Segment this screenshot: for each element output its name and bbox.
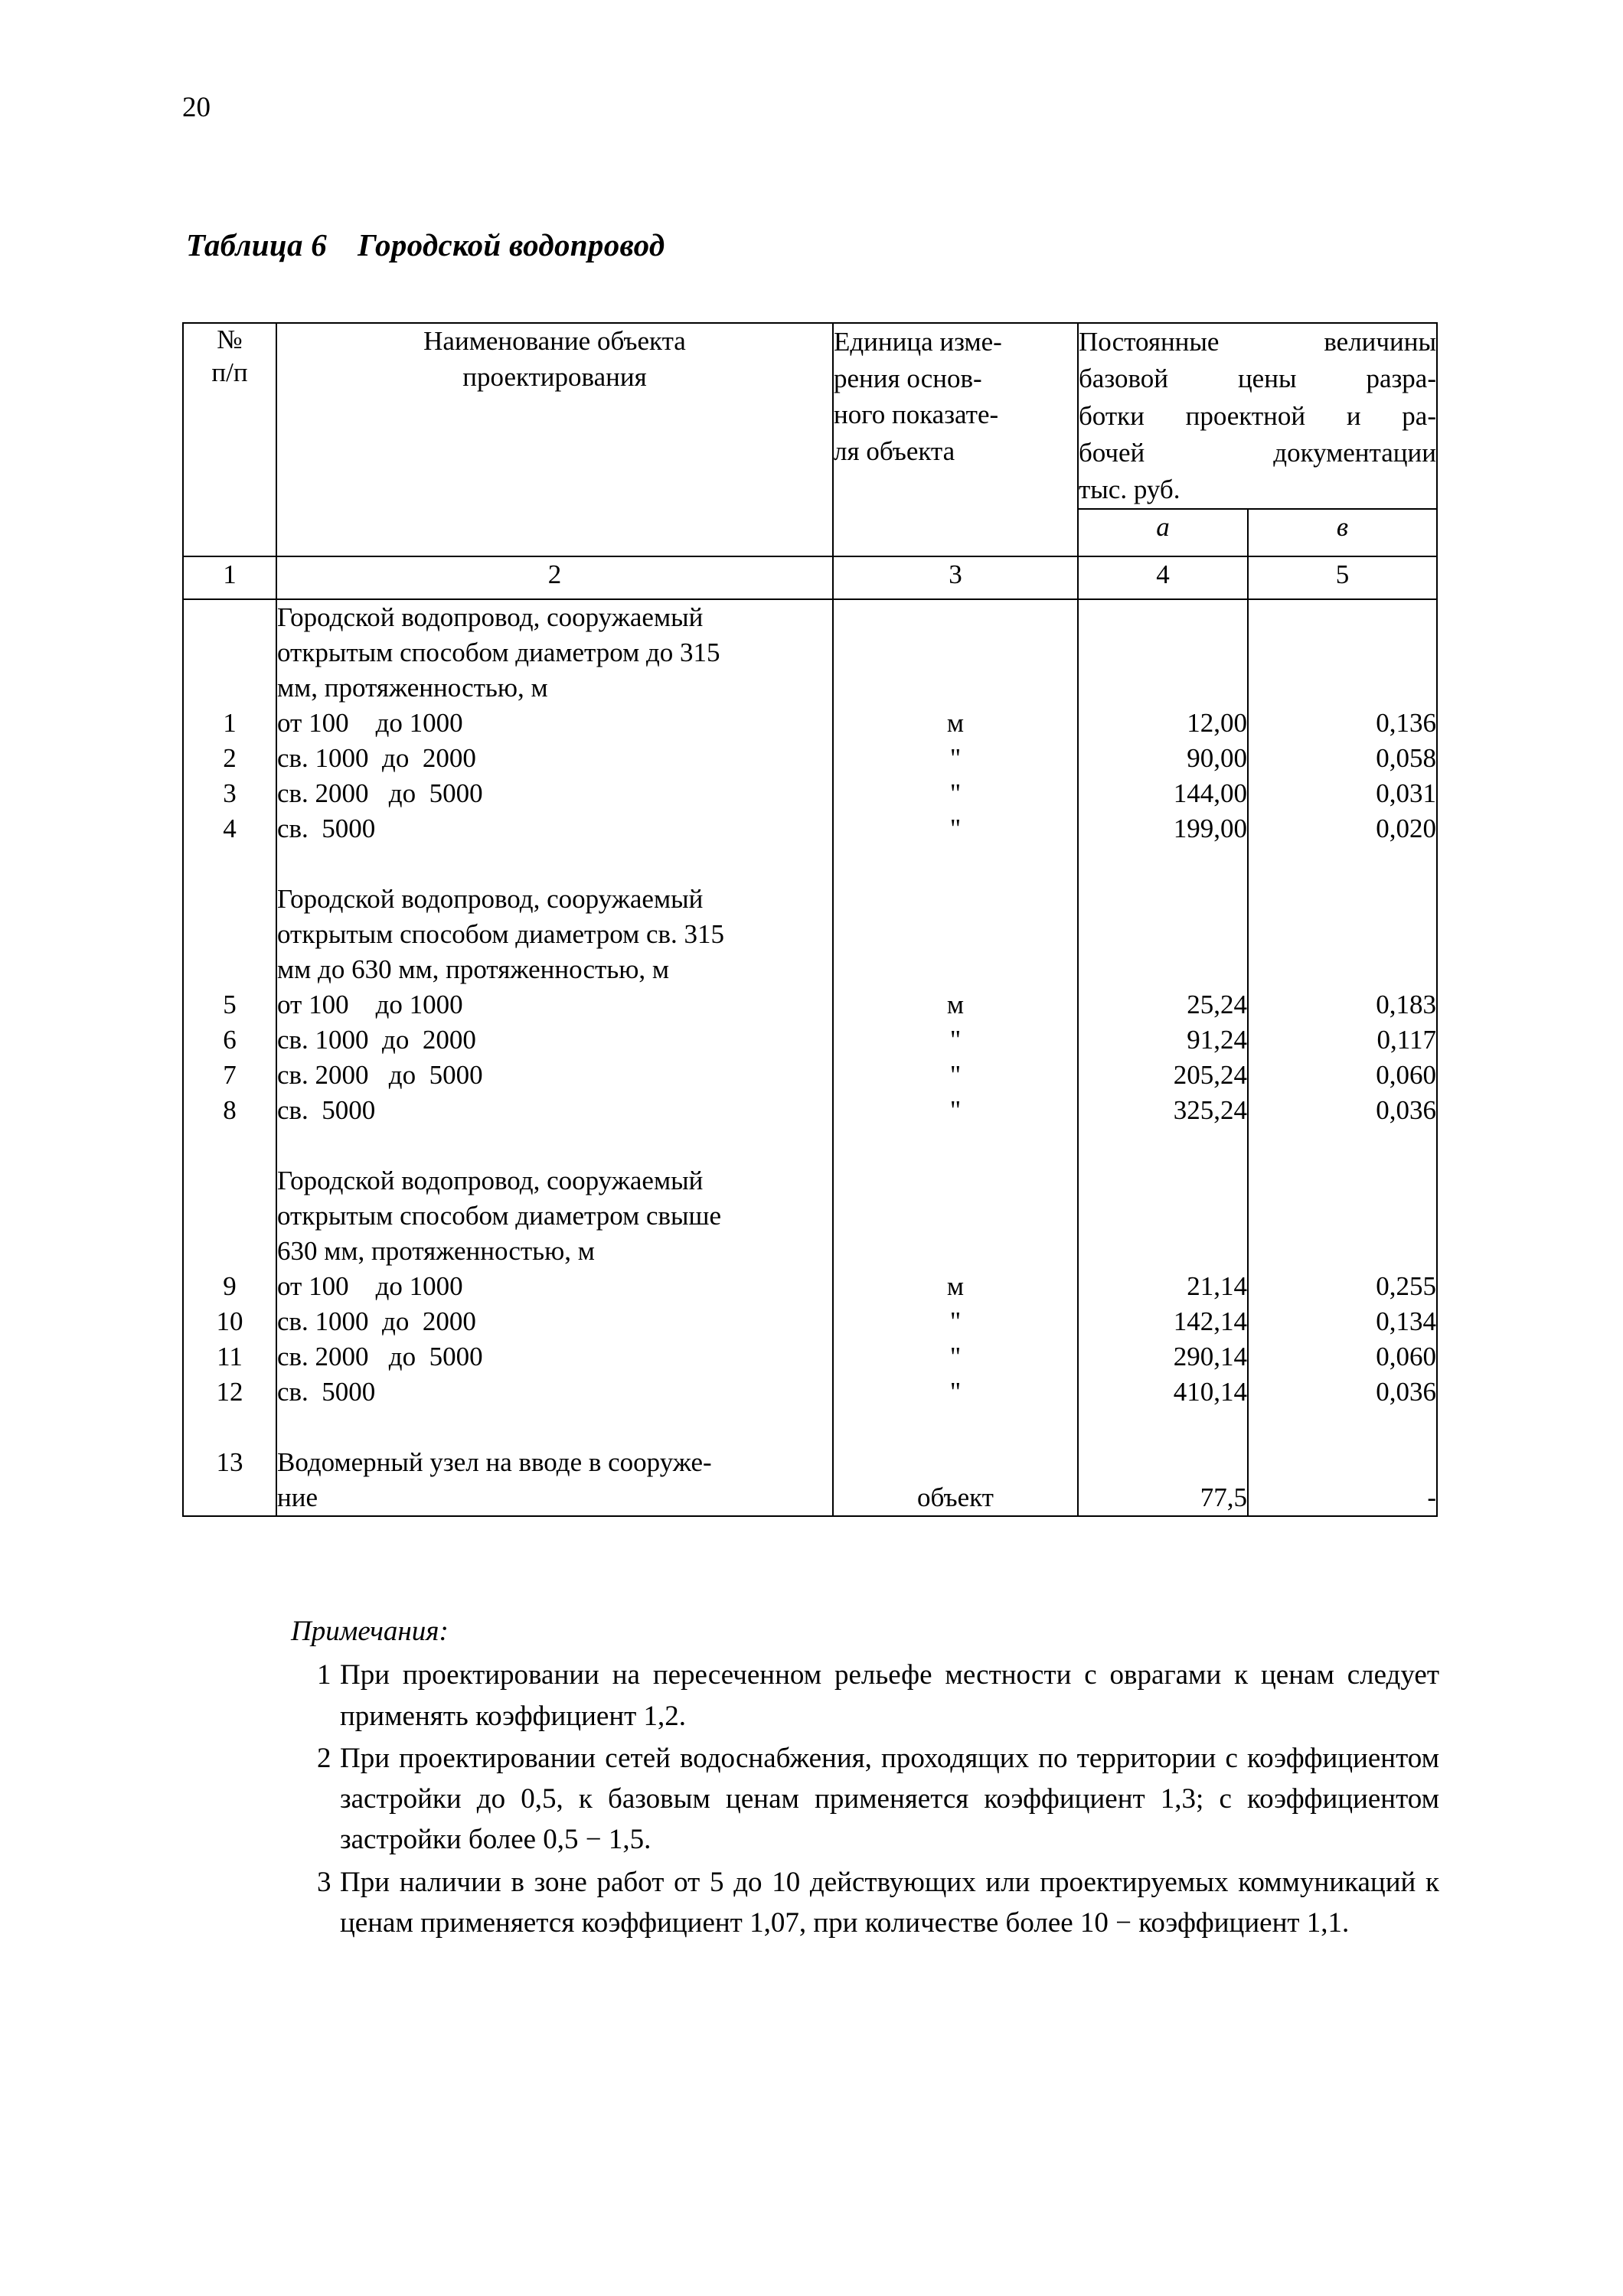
table-cell-unit <box>834 635 1077 670</box>
header-unit-line4: ля объекта <box>834 435 955 466</box>
header-number-line1: № <box>217 325 243 354</box>
body-value-v-column <box>1248 599 1437 1516</box>
table-cell-value-a: 144,00 <box>1173 778 1247 809</box>
table-cell-unit: " <box>949 1060 962 1091</box>
body-name-column <box>276 599 833 1516</box>
table-cell-value-a <box>1079 1128 1247 1163</box>
header-name-line2: проектирования <box>462 361 647 392</box>
price-table <box>182 322 1438 1517</box>
table-cell-value-v: 0,036 <box>1376 1377 1436 1407</box>
table-cell-name: от 100 до 1000 <box>277 708 463 739</box>
table-cell-name: св. 1000 до 2000 <box>277 1025 476 1055</box>
table-header-row <box>183 323 1437 509</box>
header-unit-line3: ного показате- <box>834 400 999 430</box>
table-cell-number: 4 <box>223 814 237 844</box>
table-cell-unit: объект <box>917 1482 994 1513</box>
table-cell-number <box>184 952 276 987</box>
table-cell-number: 1 <box>223 708 237 739</box>
column-number-row <box>183 556 1437 599</box>
table-cell-value-a: 410,14 <box>1173 1377 1247 1407</box>
column-number-2: 2 <box>276 556 833 599</box>
table-cell-value-a: 21,14 <box>1187 1271 1247 1302</box>
table-cell-value-a <box>1079 1163 1247 1199</box>
table-cell-unit: " <box>949 778 962 809</box>
table-cell-value-v <box>1249 670 1436 706</box>
table-cell-name: св. 2000 до 5000 <box>277 1060 483 1091</box>
table-cell-number <box>184 635 276 670</box>
table-cell-name: св. 5000 <box>277 814 376 844</box>
header-const-line3: ботки проектной и ра- <box>1079 400 1436 431</box>
table-cell-unit <box>834 846 1077 882</box>
note-item <box>291 1738 1439 1861</box>
table-cell-number: 13 <box>216 1447 243 1478</box>
table-cell-value-a: 205,24 <box>1173 1060 1247 1091</box>
table-caption-label: Таблица 6 <box>186 227 328 263</box>
notes-list <box>291 1655 1439 1943</box>
table-cell-name: св. 2000 до 5000 <box>277 778 483 809</box>
table-cell-value-a: 25,24 <box>1187 990 1247 1020</box>
table-cell-number: 12 <box>216 1377 243 1407</box>
table-cell-value-v <box>1249 1128 1436 1163</box>
table-cell-value-a: 325,24 <box>1173 1095 1247 1126</box>
table-cell-number <box>184 1163 276 1199</box>
table-cell-unit: " <box>949 1025 962 1055</box>
table-cell-value-a: 290,14 <box>1173 1342 1247 1372</box>
table-cell-number: 10 <box>216 1306 243 1337</box>
table-caption-title: Городской водопровод <box>358 227 665 263</box>
table-cell-value-v: 0,255 <box>1376 1271 1436 1302</box>
body-unit-lines <box>834 600 1077 1515</box>
table-cell-value-a: 142,14 <box>1173 1306 1247 1337</box>
table-cell-value-v <box>1249 846 1436 882</box>
table-cell-value-v <box>1249 1199 1436 1234</box>
table-cell-value-a <box>1079 600 1247 635</box>
note-text: При наличии в зоне работ от 5 до 10 действующих или проектируемых коммуникаций к ценам применяется коэффициент 1,07, при количестве более 10 − коэффициент 1,1. <box>340 1866 1439 1939</box>
page-number: 20 <box>182 92 211 123</box>
header-cell-object-name <box>276 323 833 556</box>
table-cell-value-a <box>1079 635 1247 670</box>
table-cell-number <box>184 882 276 917</box>
table-cell-value-v: 0,183 <box>1376 990 1436 1020</box>
table-cell-unit <box>834 1199 1077 1234</box>
body-value-a-lines <box>1079 600 1247 1515</box>
header-cell-unit <box>833 323 1078 556</box>
table-cell-unit: " <box>949 1377 962 1407</box>
table-cell-unit <box>834 952 1077 987</box>
table-cell-name <box>277 1128 832 1163</box>
header-unit-line2: рения основ- <box>834 363 982 393</box>
table-cell-name: открытым способом диаметром св. 315 <box>277 919 725 950</box>
table-cell-number <box>184 846 276 882</box>
column-number-5: 5 <box>1248 556 1437 599</box>
body-value-a-column <box>1078 599 1248 1516</box>
table-cell-unit <box>834 1234 1077 1269</box>
table-cell-value-v: 0,036 <box>1376 1095 1436 1126</box>
header-cell-constants <box>1078 323 1437 509</box>
note-item <box>291 1862 1439 1944</box>
table-cell-name: Водомерный узел на вводе в сооруже- <box>277 1447 712 1478</box>
table-cell-name: 630 мм, протяженностью, м <box>277 1236 595 1267</box>
table-cell-value-a: 90,00 <box>1187 743 1247 774</box>
table-cell-number: 7 <box>223 1060 237 1091</box>
table-cell-name: св. 5000 <box>277 1377 376 1407</box>
table-cell-value-v: 0,020 <box>1376 814 1436 844</box>
notes-section <box>291 1611 1439 1943</box>
table-cell-unit <box>834 1163 1077 1199</box>
note-text: При проектировании на пересеченном рельефе местности с оврагами к ценам следует применять коэффициент 1,2. <box>340 1659 1439 1732</box>
table-cell-value-a <box>1079 917 1247 952</box>
table-cell-value-a <box>1079 1199 1247 1234</box>
table-cell-unit: м <box>946 708 965 739</box>
table-cell-unit <box>834 882 1077 917</box>
table-cell-unit: " <box>949 743 962 774</box>
table-cell-value-a: 199,00 <box>1173 814 1247 844</box>
body-name-lines <box>277 600 832 1515</box>
header-cell-number <box>183 323 276 556</box>
table-cell-value-v <box>1249 635 1436 670</box>
table-cell-number: 3 <box>223 778 237 809</box>
table-cell-name: св. 5000 <box>277 1095 376 1126</box>
notes-title: Примечания: <box>291 1616 449 1647</box>
header-const-line4: бочей документации <box>1079 437 1436 468</box>
note-index: 3 <box>317 1866 331 1898</box>
table-cell-unit: " <box>949 1306 962 1337</box>
table-cell-value-a: 91,24 <box>1187 1025 1247 1055</box>
table-cell-value-a <box>1079 1445 1247 1480</box>
table-cell-value-a: 12,00 <box>1187 708 1247 739</box>
note-item <box>291 1655 1439 1737</box>
table-cell-unit: " <box>949 1342 962 1372</box>
body-number-lines <box>184 600 276 1515</box>
table-cell-number <box>184 1199 276 1234</box>
table-cell-name: св. 1000 до 2000 <box>277 1306 476 1337</box>
table-cell-name: открытым способом диаметром свыше <box>277 1201 722 1231</box>
table-body-block <box>183 599 1437 1516</box>
table-cell-name: св. 2000 до 5000 <box>277 1342 483 1372</box>
header-name-line1: Наименование объекта <box>423 326 686 356</box>
note-index: 2 <box>317 1742 331 1774</box>
note-text: При проектировании сетей водоснабжения, проходящих по территории с коэффициентом застройки до 0,5, к базовым ценам применяется коэффициент 1,3; с коэффициентом застройки более 0,5 − 1,5. <box>340 1742 1439 1856</box>
table-caption <box>186 227 665 263</box>
table-cell-value-v <box>1249 1163 1436 1199</box>
table-cell-value-v: 0,060 <box>1376 1342 1436 1372</box>
table-cell-value-a <box>1079 846 1247 882</box>
table-cell-value-v: 0,134 <box>1376 1306 1436 1337</box>
table-cell-value-v <box>1249 917 1436 952</box>
table-cell-name <box>277 846 832 882</box>
table-cell-value-v <box>1249 1234 1436 1269</box>
table-cell-number: 2 <box>223 743 237 774</box>
table-header <box>183 323 1437 599</box>
table-cell-value-v <box>1249 952 1436 987</box>
table-cell-number <box>184 917 276 952</box>
header-const-line1: Постоянные величины <box>1079 327 1436 357</box>
column-number-4: 4 <box>1078 556 1248 599</box>
header-number-line2: п/п <box>211 357 248 387</box>
table-cell-value-v: 0,031 <box>1376 778 1436 809</box>
table-cell-number: 5 <box>223 990 237 1020</box>
body-unit-column <box>833 599 1078 1516</box>
table-cell-value-v <box>1249 1445 1436 1480</box>
table-cell-name: Городской водопровод, сооружаемый <box>277 1166 704 1196</box>
table-cell-unit: м <box>946 990 965 1020</box>
table-cell-unit <box>834 917 1077 952</box>
header-const-line5: тыс. руб. <box>1079 475 1181 505</box>
header-const-line2: базовой цены разра- <box>1079 364 1436 394</box>
table-cell-value-v: 0,058 <box>1376 743 1436 774</box>
table-cell-number: 9 <box>223 1271 237 1302</box>
table-cell-name: от 100 до 1000 <box>277 990 463 1020</box>
table-cell-unit: " <box>949 1095 962 1126</box>
table-cell-value-v: 0,117 <box>1376 1025 1436 1055</box>
table-body <box>183 599 1437 1516</box>
table-cell-number: 8 <box>223 1095 237 1126</box>
table-cell-unit <box>834 670 1077 706</box>
table-cell-number <box>184 600 276 635</box>
table-cell-unit <box>834 1128 1077 1163</box>
note-index: 1 <box>317 1659 331 1691</box>
table-cell-value-v: 0,060 <box>1376 1060 1436 1091</box>
body-number-column <box>183 599 276 1516</box>
column-number-1: 1 <box>183 556 276 599</box>
table-cell-unit <box>834 1445 1077 1480</box>
subheader-a: а <box>1078 509 1248 556</box>
table-cell-name: мм до 630 мм, протяженностью, м <box>277 954 670 985</box>
table-cell-value-v <box>1249 1410 1436 1445</box>
table-cell-name: св. 1000 до 2000 <box>277 743 476 774</box>
table-cell-name: от 100 до 1000 <box>277 1271 463 1302</box>
table-cell-name: Городской водопровод, сооружаемый <box>277 602 704 633</box>
table-cell-number: 6 <box>223 1025 237 1055</box>
table-cell-value-v: 0,136 <box>1376 708 1436 739</box>
subheader-v: в <box>1248 509 1437 556</box>
header-unit-line1: Единица изме- <box>834 327 1002 357</box>
table-cell-number: 11 <box>217 1342 243 1372</box>
table-cell-value-a: 77,5 <box>1200 1482 1247 1513</box>
table-cell-unit <box>834 1410 1077 1445</box>
table-cell-value-v <box>1249 600 1436 635</box>
table-cell-name: мм, протяженностью, м <box>277 673 548 703</box>
table-cell-value-a <box>1079 882 1247 917</box>
table-cell-number <box>184 1480 276 1515</box>
table-cell-unit <box>834 600 1077 635</box>
table-cell-value-v: - <box>1427 1482 1436 1513</box>
table-cell-number <box>184 1410 276 1445</box>
table-cell-unit: " <box>949 814 962 844</box>
table-cell-value-a <box>1079 952 1247 987</box>
table-cell-name: Городской водопровод, сооружаемый <box>277 884 704 915</box>
table-cell-name: открытым способом диаметром до 315 <box>277 638 720 668</box>
table-cell-name: ние <box>277 1482 318 1513</box>
table-cell-number <box>184 670 276 706</box>
table-cell-number <box>184 1234 276 1269</box>
table-cell-value-a <box>1079 670 1247 706</box>
column-number-3: 3 <box>833 556 1078 599</box>
body-value-v-lines <box>1249 600 1436 1515</box>
table-cell-value-a <box>1079 1410 1247 1445</box>
table-cell-number <box>184 1128 276 1163</box>
table-cell-value-a <box>1079 1234 1247 1269</box>
table-cell-value-v <box>1249 882 1436 917</box>
table-cell-unit: м <box>946 1271 965 1302</box>
table-cell-name <box>277 1410 832 1445</box>
